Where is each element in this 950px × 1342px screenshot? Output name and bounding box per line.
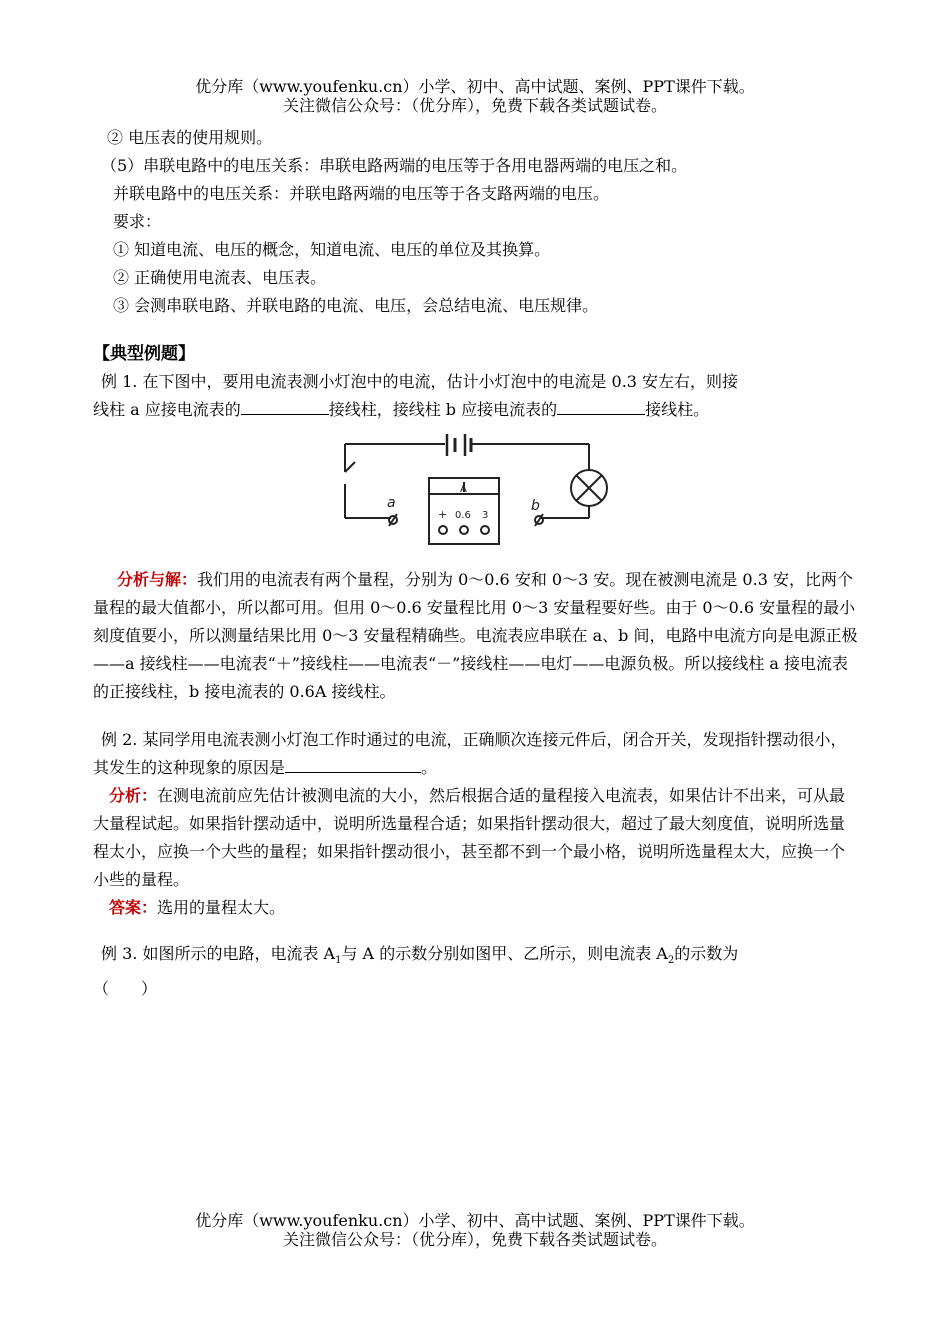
example-3-bracket: （ ） bbox=[93, 979, 158, 999]
intro-line-1: ② 电压表的使用规则。 bbox=[107, 128, 273, 147]
intro-line-2: （5）串联电路中的电压关系：串联电路两端的电压等于各用电器两端的电压之和。 bbox=[101, 156, 688, 175]
page-footer bbox=[0, 1211, 950, 1249]
switch-blade bbox=[345, 462, 355, 472]
example-2-answer bbox=[93, 894, 859, 922]
intro-line-5: ① 知道电流、电压的概念，知道电流、电压的单位及其换算。 bbox=[113, 240, 551, 259]
section-title: 【典型例题】 bbox=[93, 344, 195, 364]
footer-line-1: 优分库（www.youfenku.cn）小学、初中、高中试题、案例、PPT课件下载。 bbox=[195, 1211, 755, 1230]
answer-blank-3 bbox=[285, 754, 421, 773]
subscript-1: 1 bbox=[335, 955, 342, 967]
example-3-question bbox=[93, 940, 859, 975]
example-2-text: 例 2. 某同学用电流表测小灯泡工作时通过的电流，正确顺次连接元件后，闭合开关，发现指针摆动很小，其发生的这种现象的原因是 bbox=[93, 730, 847, 777]
analysis-text: 我们用的电流表有两个量程，分别为 0～0.6 安和 0～3 安。现在被测电流是 0.3 安，比两个量程的最大值都小，所以都可用。但用 0～0.6 安量程比用 0～3 安量程要好些。由于 0～0.6 安量程的最小刻度值要小，所以测量结果比用 0～3 安量程精确些。电流表应串联在 a、b 间，电路中电流方向是电源正极——a 接线柱——电流表“＋”接线柱——电流表“－”接线柱——电灯——电源负极。所以接线柱 a 接电流表的正接线柱，b 接电流表的 0.6A 接线柱。 bbox=[93, 570, 858, 701]
example-1-question bbox=[93, 368, 859, 424]
header-line-1: 优分库（www.youfenku.cn）小学、初中、高中试题、案例、PPT课件下载。 bbox=[195, 77, 755, 96]
ammeter-terminal-06 bbox=[460, 526, 468, 534]
analysis-text-2: 在测电流前应先估计被测电流的大小，然后根据合适的量程接入电流表，如果估计不出来，可从最大量程试起。如果指针摆动适中，说明所选量程合适；如果指针摆动很大，超过了最大刻度值，说明所选量程太小，应换一个大些的量程；如果指针摆动很小，甚至都不到一个最小格，说明所选量程太大，应换一个小些的量程。 bbox=[93, 786, 846, 889]
analysis-label-2: 分析： bbox=[109, 786, 158, 805]
circuit-diagram bbox=[333, 432, 623, 554]
intro-line-3: 并联电路中的电压关系：并联电路两端的电压等于各支路两端的电压。 bbox=[113, 184, 610, 203]
example-2-end: 。 bbox=[421, 758, 438, 777]
ammeter-3-label: 3 bbox=[482, 510, 489, 521]
intro-line-7: ③ 会测串联电路、并联电路的电流、电压，会总结电流、电压规律。 bbox=[113, 296, 599, 315]
page-header bbox=[0, 77, 950, 115]
answer-text: 选用的量程太大。 bbox=[157, 898, 286, 917]
example-1-text-b: 接线柱，接线柱 b 应接电流表的 bbox=[328, 400, 558, 419]
answer-blank-2 bbox=[557, 396, 645, 415]
example-2-question bbox=[93, 726, 859, 782]
example-3-text-c: 的示数为 bbox=[674, 944, 739, 963]
example-1-question-line-1: 例 1. 在下图中，要用电流表测小灯泡中的电流，估计小灯泡中的电流是 0.3 安左右，则接 bbox=[101, 372, 739, 391]
example-1-text-c: 接线柱。 bbox=[645, 400, 710, 419]
footer-line-2: 关注微信公众号：（优分库），免费下载各类试题试卷。 bbox=[282, 1230, 667, 1249]
subscript-2: 2 bbox=[667, 955, 675, 967]
example-3-text-a: 例 3. 如图所示的电路，电流表 A bbox=[101, 944, 336, 963]
answer-blank-1 bbox=[241, 396, 329, 415]
example-3-text-b: 与 A 的示数分别如图甲、乙所示，则电流表 A bbox=[341, 944, 668, 963]
ammeter-letter: A bbox=[460, 484, 467, 495]
example-2-analysis bbox=[93, 782, 859, 894]
answer-label: 答案： bbox=[109, 898, 158, 917]
document-body bbox=[93, 124, 859, 1003]
analysis-label: 分析与解： bbox=[117, 570, 198, 589]
intro-line-4: 要求： bbox=[113, 212, 162, 231]
ammeter-plus-label: + bbox=[438, 508, 448, 521]
example-1-text-a: 线柱 a 应接电流表的 bbox=[93, 400, 241, 419]
ammeter-06-label: 0.6 bbox=[455, 510, 471, 521]
header-line-2: 关注微信公众号：（优分库），免费下载各类试题试卷。 bbox=[282, 96, 667, 115]
terminal-a-label: a bbox=[387, 495, 396, 511]
terminal-b-label: b bbox=[531, 498, 540, 514]
intro-line-6: ② 正确使用电流表、电压表。 bbox=[113, 268, 327, 287]
ammeter-terminal-plus bbox=[439, 526, 447, 534]
ammeter-terminal-3 bbox=[481, 526, 489, 534]
example-1-analysis bbox=[93, 566, 859, 706]
circuit-figure bbox=[93, 432, 859, 554]
